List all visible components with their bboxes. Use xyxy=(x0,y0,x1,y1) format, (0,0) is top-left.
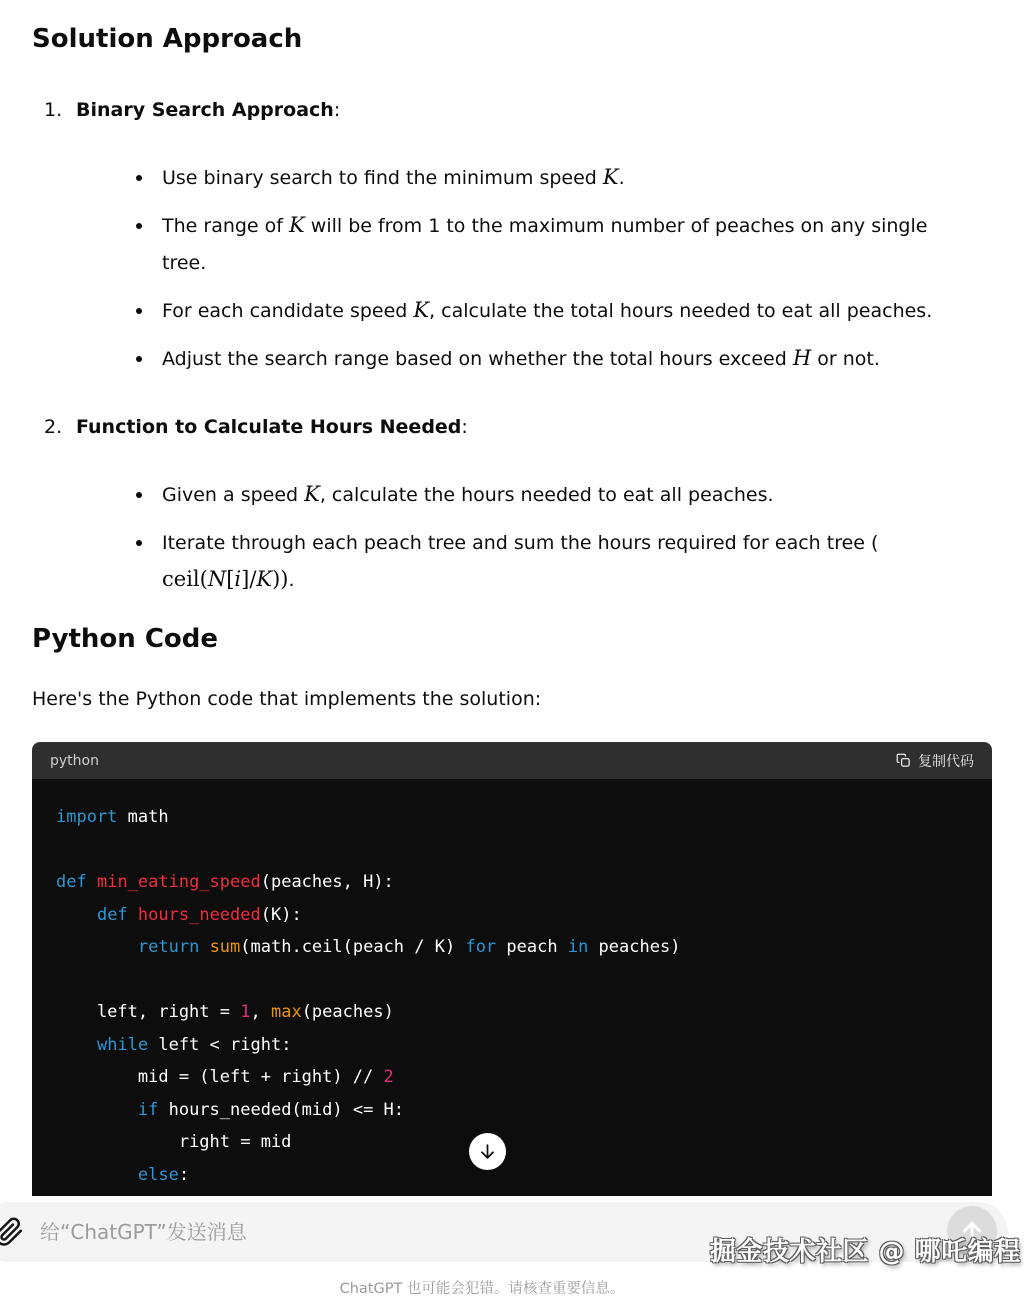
list-number: 2. xyxy=(44,416,63,438)
code-token: 1 xyxy=(240,1002,251,1022)
code-line xyxy=(56,1094,968,1127)
code-token: while xyxy=(96,1034,149,1055)
code-line xyxy=(56,1029,968,1062)
code-token: mid = (left + right) // xyxy=(56,1067,384,1087)
code-header xyxy=(32,742,992,779)
math-variable: N xyxy=(207,567,227,591)
code-token: (peaches, H): xyxy=(260,872,394,892)
code-token: in xyxy=(567,937,589,957)
math-roman: ]/ xyxy=(241,567,257,591)
code-token: left, right = xyxy=(56,1002,241,1022)
bullet-item xyxy=(76,525,992,599)
code-token: def xyxy=(96,904,128,925)
code-token: right = mid xyxy=(56,1132,292,1152)
bullet-marker xyxy=(136,308,142,314)
text-segment: Iterate through each peach tree and sum the hours required for each tree ( xyxy=(162,532,879,554)
code-line xyxy=(56,801,968,834)
bullet-text xyxy=(162,484,774,506)
copy-code-button[interactable] xyxy=(896,751,974,771)
text-segment: For each candidate speed xyxy=(162,300,414,322)
math-roman: ceil( xyxy=(162,567,208,591)
footer-disclaimer: ChatGPT 也可能会犯错。请核查重要信息。 xyxy=(339,1281,625,1297)
bullet-text xyxy=(162,300,932,322)
paperclip-icon xyxy=(0,1217,24,1247)
chat-message-content xyxy=(32,0,992,1196)
text-segment: , calculate the hours needed to eat all peaches. xyxy=(319,484,774,506)
code-token: peaches) xyxy=(588,937,681,957)
code-line xyxy=(56,866,968,899)
list-item-title: Binary Search Approach xyxy=(76,99,334,121)
code-line xyxy=(56,1126,968,1159)
math-roman: [ xyxy=(226,567,235,591)
watermark: 掘金技术社区 @ 哪吒编程 xyxy=(710,1237,1021,1267)
code-block xyxy=(32,742,992,1196)
text-segment: . xyxy=(288,569,295,591)
down-arrow-icon xyxy=(478,1142,497,1161)
list-item-title-line: Function to Calculate Hours Needed: xyxy=(76,416,468,438)
code-token: sum xyxy=(209,937,241,957)
bullet-marker xyxy=(136,356,142,362)
code-line xyxy=(56,931,968,964)
code-token: peach xyxy=(496,937,568,957)
bullet-text xyxy=(162,532,878,591)
math-variable: K xyxy=(602,165,619,189)
bullet-item xyxy=(76,477,992,514)
code-content xyxy=(32,779,992,1196)
code-token: math xyxy=(117,807,169,827)
bullet-item xyxy=(76,293,992,330)
code-token: , xyxy=(250,1002,271,1022)
code-token xyxy=(128,905,138,925)
copy-icon xyxy=(896,753,911,768)
attach-file-button[interactable] xyxy=(0,1217,24,1247)
bullet-marker xyxy=(136,175,142,181)
code-token: import xyxy=(56,807,118,827)
list-item-title-line: Binary Search Approach: xyxy=(76,99,341,121)
code-token xyxy=(56,905,97,925)
bullet-list xyxy=(76,477,992,599)
code-token: max xyxy=(270,1002,302,1022)
code-line xyxy=(56,996,968,1029)
scroll-to-bottom-button[interactable] xyxy=(469,1133,506,1170)
code-token xyxy=(56,937,138,957)
code-token xyxy=(56,1165,138,1185)
code-line xyxy=(56,834,968,867)
list-item xyxy=(32,413,992,610)
math-variable: H xyxy=(792,346,812,370)
bullet-item xyxy=(76,160,992,197)
heading-python-code: Python Code xyxy=(32,624,219,654)
code-token: else xyxy=(137,1164,179,1185)
bullet-list xyxy=(76,160,992,378)
text-segment: The range of xyxy=(162,215,290,237)
text-segment: Given a speed xyxy=(162,484,305,506)
code-token: (peaches) xyxy=(301,1002,394,1022)
code-token: for xyxy=(465,937,497,957)
bullet-marker xyxy=(136,540,142,546)
list-number: 1. xyxy=(44,99,63,121)
text-segment: tree. xyxy=(162,252,207,274)
code-line xyxy=(56,899,968,932)
bullet-text xyxy=(162,215,927,274)
text-segment: , calculate the total hours needed to eat all peaches. xyxy=(429,300,933,322)
code-line xyxy=(56,1159,968,1192)
intro-paragraph: Here's the Python code that implements the solution: xyxy=(32,688,542,710)
code-token xyxy=(56,1100,138,1120)
math-roman: )) xyxy=(272,567,289,591)
text-segment: Adjust the search range based on whether the total hours exceed xyxy=(162,348,793,370)
text-segment: or not. xyxy=(811,348,880,370)
bullet-text xyxy=(162,348,880,370)
code-token: (K): xyxy=(260,904,302,925)
code-token: hours_needed(mid) <= H: xyxy=(158,1099,405,1120)
code-token xyxy=(56,1035,97,1055)
code-token: if xyxy=(137,1099,159,1120)
code-token: hours_needed xyxy=(137,904,261,925)
code-token: def xyxy=(56,872,87,892)
code-token: left < right: xyxy=(148,1034,292,1055)
list-item-body xyxy=(76,96,992,389)
list-item xyxy=(32,96,992,389)
code-token: 2 xyxy=(383,1067,394,1087)
math-variable: i xyxy=(234,567,242,591)
code-token: : xyxy=(178,1164,190,1185)
math-variable: K xyxy=(256,567,273,591)
copy-code-label: 复制代码 xyxy=(918,753,974,770)
code-token xyxy=(199,937,209,957)
bullet-marker xyxy=(136,223,142,229)
code-token: return xyxy=(137,937,200,957)
bullet-text xyxy=(162,167,625,189)
list-item-body xyxy=(76,413,992,610)
list-item-title: Function to Calculate Hours Needed xyxy=(76,416,462,438)
text-segment: Use binary search to find the minimum speed xyxy=(162,167,603,189)
code-language-label: python xyxy=(50,752,99,769)
bullet-item xyxy=(76,208,992,282)
heading-solution-approach: Solution Approach xyxy=(32,24,303,54)
code-line xyxy=(56,964,968,997)
bullet-item xyxy=(76,341,992,378)
message-input[interactable] xyxy=(38,1215,658,1249)
code-token: min_eating_speed xyxy=(96,872,261,892)
code-token: (math.ceil(peach / K) xyxy=(240,937,466,957)
text-segment: will be from 1 to the maximum number of peaches on any single xyxy=(304,215,928,237)
math-variable: K xyxy=(289,213,305,237)
code-token xyxy=(87,872,97,892)
math-variable: K xyxy=(413,298,430,322)
math-variable: K xyxy=(304,482,320,506)
text-segment: . xyxy=(618,167,625,189)
bullet-marker xyxy=(136,492,142,498)
ordered-list xyxy=(32,96,992,610)
code-line xyxy=(56,1061,968,1094)
